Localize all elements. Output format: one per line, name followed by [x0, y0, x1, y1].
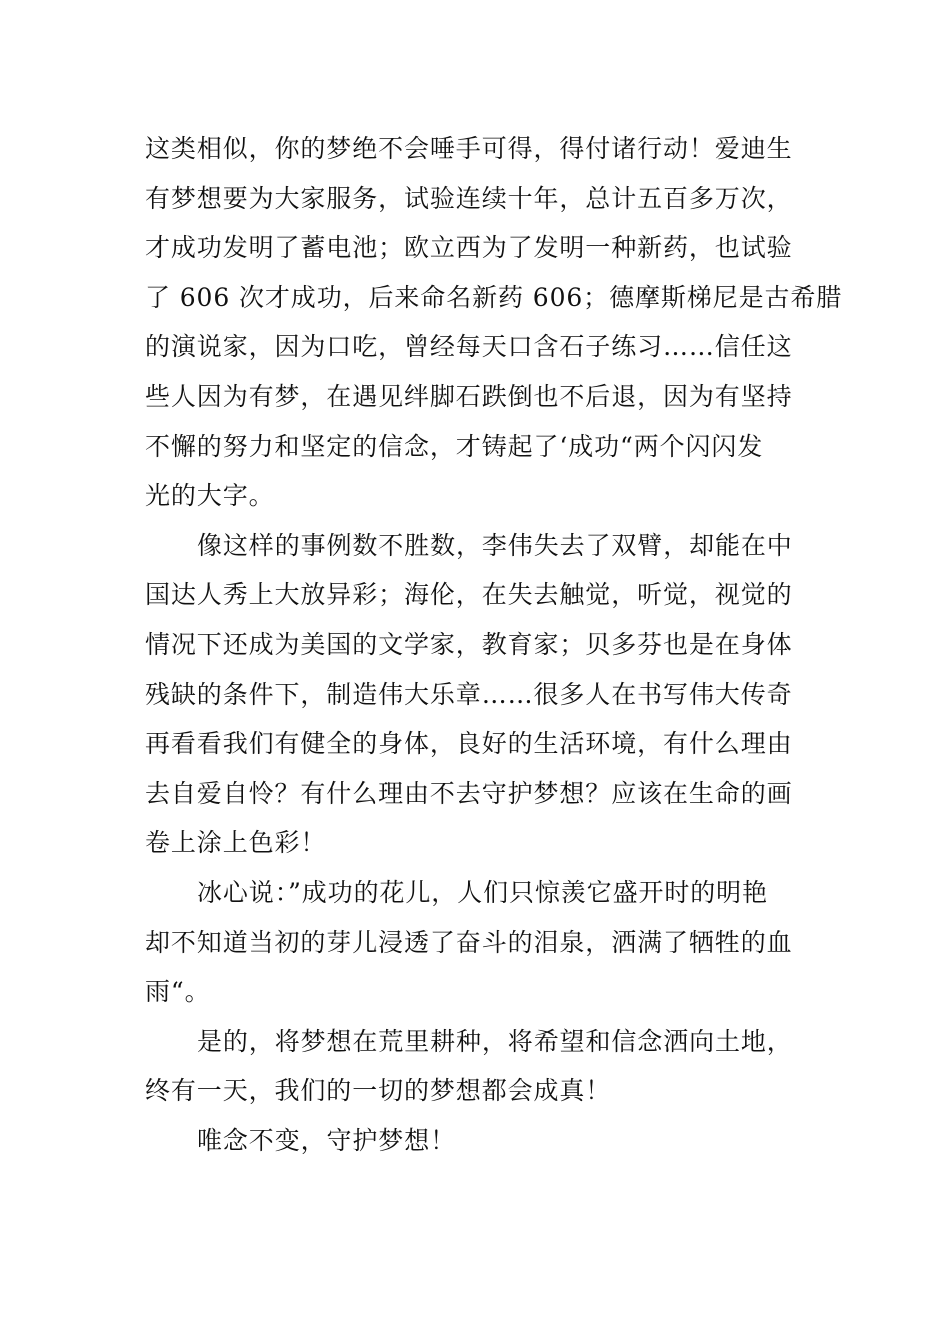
paragraph-5 [145, 1116, 815, 1166]
text-line: 光的大字。 [145, 481, 275, 511]
text-line: 国达人秀上大放异彩；海伦，在失去触觉，听觉，视觉的 [145, 580, 793, 610]
body-text [145, 124, 843, 1165]
text-line: 残缺的条件下，制造伟大乐章……很多人在书写伟大传奇 [145, 679, 793, 709]
text-line: 终有一天，我们的一切的梦想都会成真！ [145, 1076, 612, 1106]
paragraph-4 [145, 1017, 815, 1116]
paragraph-3 [145, 868, 815, 1017]
text-line: 些人因为有梦，在遇见绊脚石跌倒也不后退，因为有坚持 [145, 381, 793, 411]
text-line: 像这样的事例数不胜数，李伟失去了双臂，却能在中 [197, 530, 793, 560]
text-line: 唯念不变，守护梦想！ [197, 1125, 457, 1155]
text-line: 冰心说：”成功的花儿，人们只惊羡它盛开时的明艳 [197, 877, 768, 907]
paragraph-2 [145, 521, 815, 868]
text-line: 去自爱自怜？有什么理由不去守护梦想？应该在生命的画 [145, 778, 793, 808]
text-line: 卷上涂上色彩！ [145, 828, 327, 858]
text-line: 了 606 次才成功，后来命名新药 606；德摩斯梯尼是古希腊 [145, 282, 843, 312]
text-line: 却不知道当初的芽儿浸透了奋斗的泪泉，洒满了牺牲的血 [145, 927, 793, 957]
text-line: 这类相似，你的梦绝不会唾手可得，得付诸行动！爱迪生 [145, 134, 793, 163]
text-line: 有梦想要为大家服务，试验连续十年，总计五百多万次， [145, 183, 793, 213]
text-line: 再看看我们有健全的身体，良好的生活环境，有什么理由 [145, 729, 793, 759]
paragraph-1 [145, 124, 843, 521]
text-line: 雨“。 [145, 977, 211, 1007]
text-line: 情况下还成为美国的文学家，教育家；贝多芬也是在身体 [145, 629, 793, 659]
text-line: 的演说家，因为口吃，曾经每天口含石子练习……信任这 [145, 332, 793, 362]
text-line: 不懈的努力和坚定的信念，才铸起了‘成功“两个闪闪发 [145, 431, 764, 461]
text-line: 是的，将梦想在荒里耕种，将希望和信念洒向土地， [197, 1026, 793, 1056]
text-line: 才成功发明了蓄电池；欧立西为了发明一种新药，也试验 [145, 233, 793, 263]
